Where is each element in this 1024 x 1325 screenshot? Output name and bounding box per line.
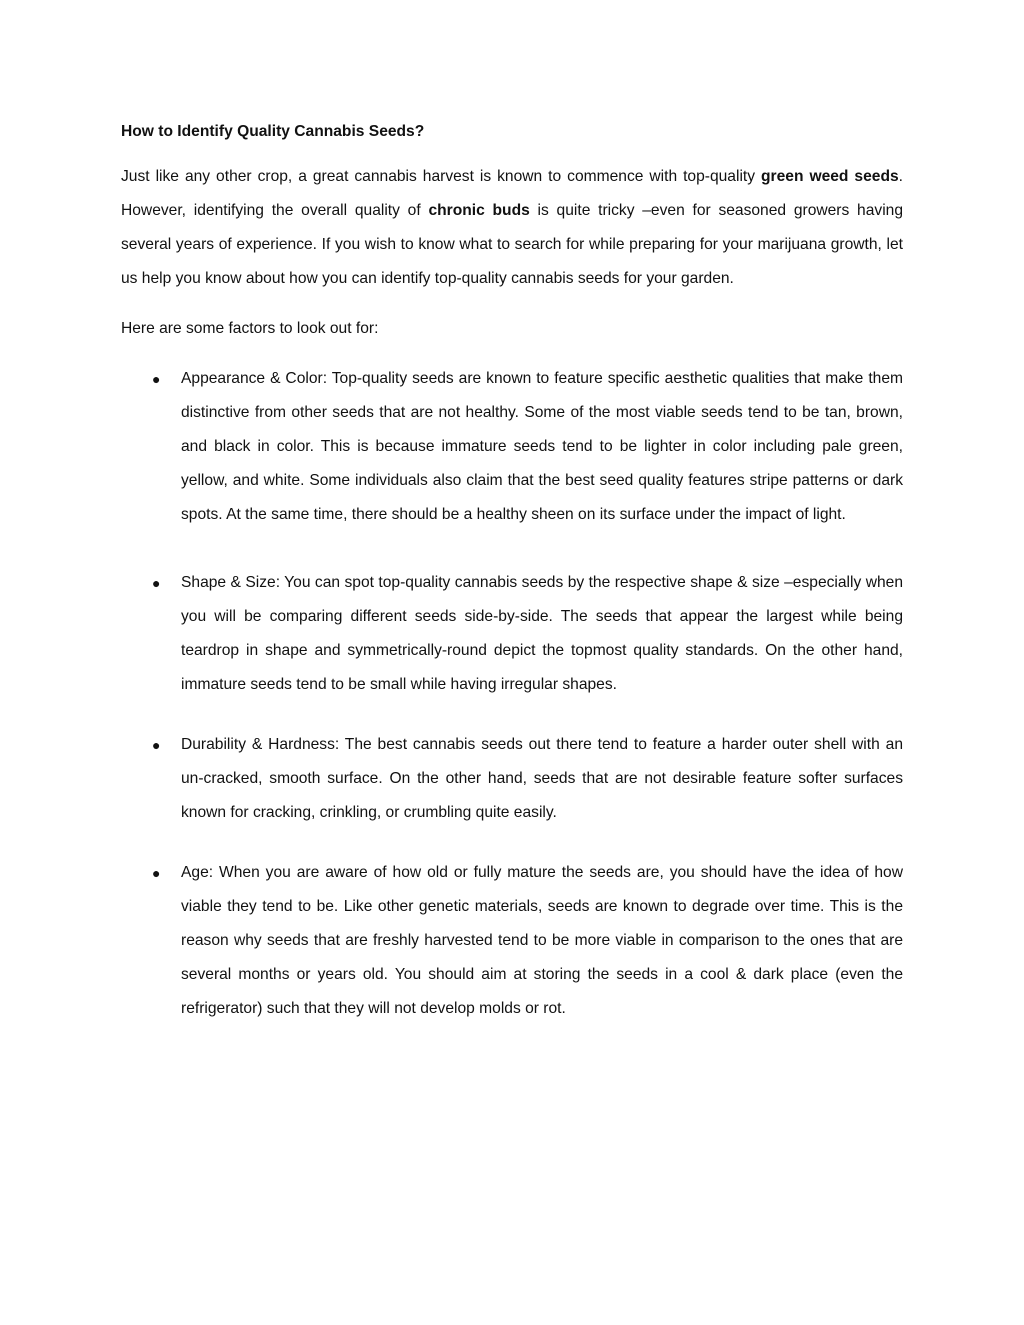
factor-text-age: Age: When you are aware of how old or fully mature the seeds are, you should have the idea of how viable they tend to be. Like other genetic materials, seeds are known to degrade over time. This is the reason why seeds that are freshly harvested tend to be more viable in comparison to the ones that are several months or years old. You should aim at storing the seeds in a cool & dark place (even the refrigerator) such that they will not develop molds or rot. xyxy=(181,864,903,1017)
list-item xyxy=(121,362,903,532)
list-item xyxy=(121,566,903,702)
document-title: How to Identify Quality Cannabis Seeds? xyxy=(121,123,425,140)
factor-text-shape: Shape & Size: You can spot top-quality cannabis seeds by the respective shape & size –especially when you will be comparing different seeds side-by-side. The seeds that appear the largest while being teardrop in shape and symmetrically-round depict the topmost quality standards. On the other hand, immature seeds tend to be small while having irregular shapes. xyxy=(181,574,903,693)
bullet-icon: ● xyxy=(152,371,161,387)
list-item xyxy=(121,728,903,830)
intro-paragraph xyxy=(121,160,903,296)
factors-list xyxy=(121,362,903,1026)
list-item xyxy=(121,856,903,1026)
intro-text-3: is quite tricky –even for seasoned growers having several years of experience. If you wish to know what to search for while preparing for your marijuana growth, let us help you know about how you can identify top-quality cannabis seeds for your garden. xyxy=(121,202,903,287)
bullet-icon: ● xyxy=(152,575,161,591)
factor-text-durability: Durability & Hardness: The best cannabis seeds out there tend to feature a harder outer shell with an un-cracked, smooth surface. On the other hand, seeds that are not desirable feature softer surfaces known for cracking, crinkling, or crumbling quite easily. xyxy=(181,736,903,821)
bullet-icon: ● xyxy=(152,737,161,753)
intro-bold-chronic-buds: chronic buds xyxy=(428,202,530,219)
intro-text-2: . However, identifying the overall quality of xyxy=(121,168,903,219)
factors-lead: Here are some factors to look out for: xyxy=(121,320,379,337)
document-page xyxy=(121,120,903,1026)
intro-bold-green-weed-seeds: green weed seeds xyxy=(761,168,899,185)
intro-text-1: Just like any other crop, a great cannabis harvest is known to commence with top-quality xyxy=(121,168,762,185)
factor-text-appearance: Appearance & Color: Top-quality seeds are known to feature specific aesthetic qualities that make them distinctive from other seeds that are not healthy. Some of the most viable seeds tend to be tan, brown, and black in color. This is because immature seeds tend to be lighter in color including pale green, yellow, and white. Some individuals also claim that the best seed quality features stripe patterns or dark spots. At the same time, there should be a healthy sheen on its surface under the impact of light. xyxy=(181,370,903,523)
bullet-icon: ● xyxy=(152,865,161,881)
